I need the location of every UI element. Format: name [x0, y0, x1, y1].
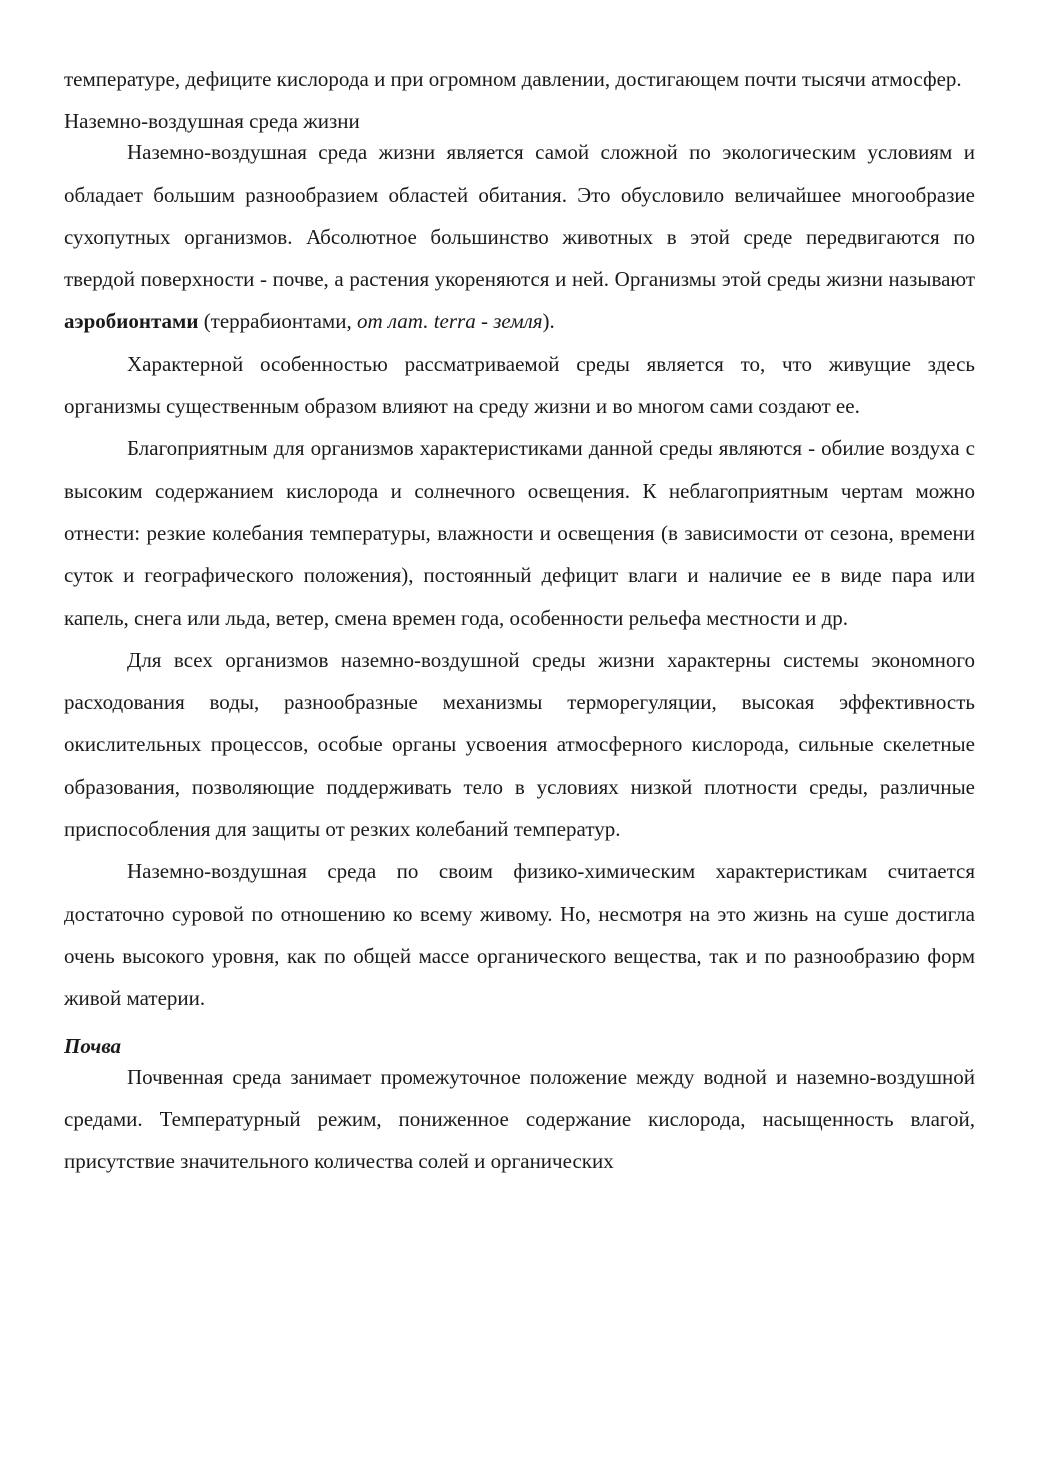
paragraph-harsh-environment: Наземно-воздушная среда по своим физико-химическим характеристикам считается достаточно суровой по отношению ко всему живому. Но, несмотря на это жизнь на суше достигла очень высокого уровня, как по общей массе органического вещества, так и по разнообразию форм живой материи. — [64, 859, 975, 1011]
paragraph-favorable: Благоприятным для организмов характеристиками данной среды являются - обилие воздуха с высоким содержанием кислорода и солнечного освещения. К неблагоприятным чертам можно отнести: резкие колебания температуры, влажности и освещения (в зависимости от сезона, времени суток и географического положения), постоянный дефицит влаги и наличие ее в виде пара или капель, снега или льда, ветер, смена времен года, особенности рельефа местности и др. — [64, 436, 975, 630]
paragraph-text: ). — [542, 309, 555, 334]
section-heading-land-air: Наземно-воздушная среда жизни — [64, 109, 360, 134]
paragraph-text: Наземно-воздушная среда жизни является самой сложной по экологическим условиям и обладает большим разнообразием областей обитания. Это обусловило величайшее многообразие сухопутных организмов. Абсолютное большинство животных в этой среде передвигаются по твердой поверхности - почве, а растения укореняются и ней. Организмы этой среды жизни называют — [64, 140, 975, 292]
latin-etymology: от лат. terra - земля — [356, 309, 543, 334]
paragraph-characteristic: Характерной особенностью рассматриваемой среды является то, что живущие здесь организмы существенным образом влияют на среду жизни и во многом сами создают ее. — [64, 351, 975, 419]
paragraph-land-air-intro — [64, 131, 975, 342]
term-aerobionts: аэробионтами — [64, 309, 199, 334]
paragraph-text: (террабионтами, — [198, 309, 357, 334]
paragraph-soil: Почвенная среда занимает промежуточное положение между водной и наземно-воздушной средами. Температурный режим, пониженное содержание кислорода, насыщенность влагой, присутствие значительного количества солей и органических — [64, 1064, 975, 1174]
paragraph-adaptations: Для всех организмов наземно-воздушной среды жизни характерны системы экономного расходования воды, разнообразные механизмы терморегуляции, высокая эффективность окислительных процессов, особые органы усвоения атмосферного кислорода, сильные скелетные образования, позволяющие поддерживать тело в условиях низкой плотности среды, различные приспособления для защиты от резких колебаний температур. — [64, 647, 975, 842]
section-heading-soil: Почва — [64, 1033, 122, 1058]
paragraph-continued: температуре, дефиците кислорода и при огромном давлении, достигающем почти тысячи атмосфер. — [64, 67, 962, 91]
